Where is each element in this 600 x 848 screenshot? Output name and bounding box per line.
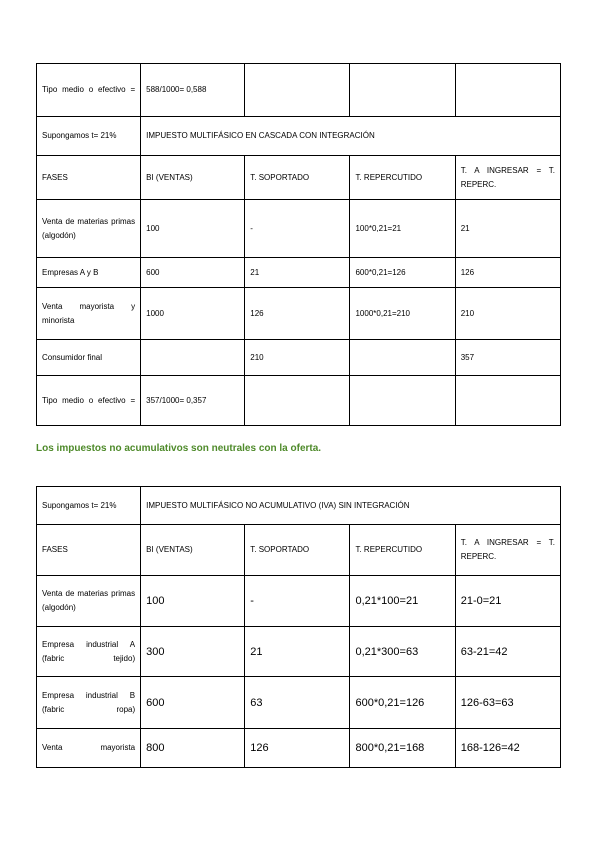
neutrality-note: Los impuestos no acumulativos son neutrales con la oferta. <box>36 443 322 454</box>
table-cell: 588/1000= 0,588 <box>141 64 245 117</box>
table-row <box>37 376 561 426</box>
table-cell: 357 <box>455 340 560 376</box>
table-row <box>37 729 561 768</box>
header-cell: T. REPERCUTIDO <box>350 525 455 576</box>
table-cell: - <box>245 576 350 627</box>
table-cell <box>245 64 350 117</box>
table-cell: 210 <box>245 340 350 376</box>
table-row <box>37 340 561 376</box>
table-row <box>37 117 561 156</box>
table-cell <box>455 64 560 117</box>
vat-table <box>36 486 561 768</box>
table-cell: 0,21*300=63 <box>350 627 455 677</box>
table-cell <box>245 376 350 426</box>
table-row <box>37 200 561 258</box>
table-cell: 63-21=42 <box>455 627 560 677</box>
table-cell: Empresa industrial B (fabric ropa) <box>37 677 141 729</box>
table-cell: 800 <box>141 729 245 768</box>
assumption-cell: Supongamos t= 21% <box>37 487 141 525</box>
table-cell: 0,21*100=21 <box>350 576 455 627</box>
table-row <box>37 258 561 288</box>
table-cell: 800*0,21=168 <box>350 729 455 768</box>
table-cell: 1000 <box>141 288 245 340</box>
table-cell: 21 <box>455 200 560 258</box>
header-cell: BI (VENTAS) <box>141 525 245 576</box>
table-cell: 168-126=42 <box>455 729 560 768</box>
table-cell: Empresa industrial A (fabric tejido) <box>37 627 141 677</box>
table-cell: 21 <box>245 258 350 288</box>
header-cell: T. REPERCUTIDO <box>350 156 455 200</box>
table-cell: 126 <box>245 288 350 340</box>
table-cell: Venta de materias primas (algodón) <box>37 576 141 627</box>
table-cell: 600 <box>141 258 245 288</box>
table-cell: Tipo medio o efectivo = <box>37 376 141 426</box>
header-cell: BI (VENTAS) <box>141 156 245 200</box>
header-cell: T. SOPORTADO <box>245 525 350 576</box>
table-cell: 300 <box>141 627 245 677</box>
table-cell: Venta mayorista <box>37 729 141 768</box>
table-cell: 210 <box>455 288 560 340</box>
header-cell: FASES <box>37 156 141 200</box>
table-row <box>37 288 561 340</box>
table-cell: Consumidor final <box>37 340 141 376</box>
table-cell: Tipo medio o efectivo = <box>37 64 141 117</box>
table-row <box>37 576 561 627</box>
table-cell: 126-63=63 <box>455 677 560 729</box>
table-cell <box>141 340 245 376</box>
table-cell <box>350 340 455 376</box>
header-row <box>37 156 561 200</box>
table-cell: 600*0,21=126 <box>350 677 455 729</box>
table-cell: 63 <box>245 677 350 729</box>
table-row <box>37 64 561 117</box>
table-cell <box>350 376 455 426</box>
header-row <box>37 525 561 576</box>
cascade-tax-table <box>36 63 561 426</box>
table-cell: - <box>245 200 350 258</box>
table-cell: 357/1000= 0,357 <box>141 376 245 426</box>
table-cell: 100*0,21=21 <box>350 200 455 258</box>
header-cell: T. A INGRESAR = T. REPERC. <box>455 525 560 576</box>
table-cell <box>455 376 560 426</box>
header-cell: FASES <box>37 525 141 576</box>
table-cell <box>350 64 455 117</box>
table-row <box>37 487 561 525</box>
table-title: IMPUESTO MULTIFÁSICO NO ACUMULATIVO (IVA) SIN INTEGRACIÓN <box>141 487 561 525</box>
table-cell: Empresas A y B <box>37 258 141 288</box>
table-cell: 100 <box>141 576 245 627</box>
table-cell: Venta de materias primas (algodón) <box>37 200 141 258</box>
table-cell: 100 <box>141 200 245 258</box>
table-row <box>37 677 561 729</box>
table-cell: 126 <box>455 258 560 288</box>
table-cell: 21-0=21 <box>455 576 560 627</box>
table-cell: Venta mayorista y minorista <box>37 288 141 340</box>
table-cell: 21 <box>245 627 350 677</box>
assumption-cell: Supongamos t= 21% <box>37 117 141 156</box>
table-cell: 600*0,21=126 <box>350 258 455 288</box>
header-cell: T. SOPORTADO <box>245 156 350 200</box>
header-cell: T. A INGRESAR = T. REPERC. <box>455 156 560 200</box>
table-cell: 1000*0,21=210 <box>350 288 455 340</box>
table-cell: 600 <box>141 677 245 729</box>
table-row <box>37 627 561 677</box>
table-cell: 126 <box>245 729 350 768</box>
table-title: IMPUESTO MULTIFÁSICO EN CASCADA CON INTEGRACIÓN <box>141 117 561 156</box>
